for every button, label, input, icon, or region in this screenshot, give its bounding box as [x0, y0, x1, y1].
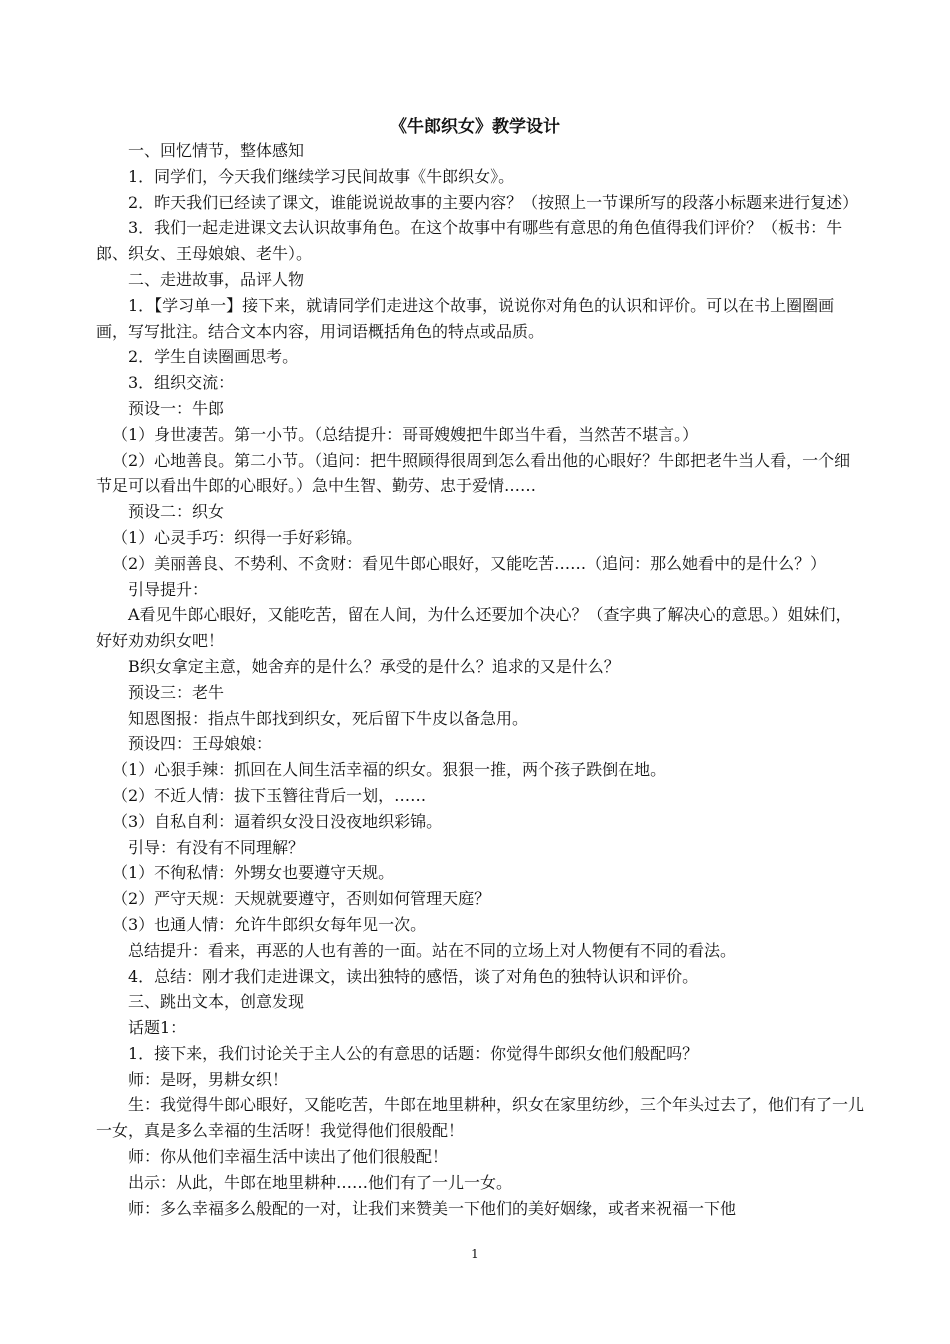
- paragraph: A看见牛郎心眼好，又能吃苦，留在人间，为什么还要加个决心？（查字典了解决心的意思。）姐妹们，好好劝劝织女吧！: [96, 605, 852, 651]
- paragraph: 4．总结：刚才我们走进课文，读出独特的感悟，谈了对角色的独特认识和评价。: [128, 966, 699, 986]
- paragraph: 3．组织交流：: [128, 373, 235, 393]
- paragraph: 师：多么幸福多么般配的一对，让我们来赞美一下他们的美好姻缘，或者来祝福一下他: [128, 1198, 737, 1218]
- document-title: 《牛郎织女》教学设计: [390, 117, 560, 137]
- paragraph: 1．【学习单一】接下来，就请同学们走进这个故事，说说你对角色的认识和评价。可以在书上圈圈画画，写写批注。结合文本内容，用词语概括角色的特点或品质。: [96, 295, 835, 341]
- paragraph: 总结提升：看来，再恶的人也有善的一面。站在不同的立场上对人物便有不同的看法。: [128, 940, 737, 960]
- paragraph: 话题1：: [128, 1018, 187, 1038]
- page-number: 1: [471, 1247, 479, 1261]
- paragraph: （1）身世凄苦。第一小节。（总结提升：哥哥嫂嫂把牛郎当牛看，当然苦不堪言。）: [112, 424, 699, 444]
- paragraph: （2）不近人情：拔下玉簪往背后一划，……: [112, 785, 427, 805]
- paragraph: （2）严守天规：天规就要遵守，否则如何管理天庭？: [112, 889, 491, 909]
- paragraph: 2．学生自读圈画思考。: [128, 347, 299, 367]
- paragraph: 生：我觉得牛郎心眼好，又能吃苦，牛郎在地里耕种，织女在家里纺纱，三个年头过去了，他们有了一儿一女，真是多么幸福的生活呀！我觉得他们很般配！: [96, 1095, 865, 1141]
- paragraph: 1．接下来，我们讨论关于主人公的有意思的话题：你觉得牛郎织女他们般配吗？: [128, 1043, 699, 1063]
- paragraph: 1．同学们，今天我们继续学习民间故事《牛郎织女》。: [128, 166, 515, 186]
- paragraph: （2）美丽善良、不势利、不贪财：看见牛郎心眼好，又能吃苦……（追问：那么她看中的是什么？）: [112, 553, 827, 573]
- paragraph: 师：是呀，男耕女织！: [128, 1069, 289, 1089]
- paragraph: 三、跳出文本，创意发现: [128, 992, 305, 1012]
- paragraph: 预设一：牛郎: [128, 398, 225, 418]
- paragraph: （3）也通人情：允许牛郎织女每年见一次。: [112, 914, 427, 934]
- document-body: [96, 138, 866, 1221]
- paragraph: 二、走进故事，品评人物: [128, 269, 305, 289]
- paragraph: 师：你从他们幸福生活中读出了他们很般配！: [128, 1147, 449, 1167]
- paragraph: 出示：从此，牛郎在地里耕种……他们有了一儿一女。: [128, 1172, 513, 1192]
- paragraph: （1）不徇私情：外甥女也要遵守天规。: [112, 863, 395, 883]
- paragraph: （2）心地善良。第二小节。（追问：把牛照顾得很周到怎么看出他的心眼好？牛郎把老牛当人看，一个细节足可以看出牛郎的心眼好。）急中生智、勤劳、忠于爱情……: [96, 450, 851, 496]
- paragraph: 一、回忆情节，整体感知: [128, 141, 305, 160]
- paragraph: （1）心狠手辣：抓回在人间生活幸福的织女。狠狠一推，两个孩子跌倒在地。: [112, 760, 667, 780]
- paragraph: 预设二：织女: [128, 502, 225, 522]
- paragraph: 2．昨天我们已经读了课文，谁能说说故事的主要内容？（按照上一节课所写的段落小标题来进行复述）: [128, 192, 859, 212]
- paragraph: B织女拿定主意，她舍弃的是什么？承受的是什么？追求的又是什么？: [128, 656, 620, 676]
- paragraph: （3）自私自利：逼着织女没日没夜地织彩锦。: [112, 811, 443, 831]
- paragraph: 预设三：老牛: [128, 682, 225, 702]
- paragraph: 引导：有没有不同理解？: [128, 837, 305, 857]
- paragraph: 知恩图报：指点牛郎找到织女，死后留下牛皮以备急用。: [128, 708, 529, 728]
- paragraph: （1）心灵手巧：织得一手好彩锦。: [112, 527, 363, 547]
- paragraph: 引导提升：: [128, 579, 209, 599]
- paragraph: 预设四：王母娘娘：: [128, 734, 273, 754]
- paragraph: 3．我们一起走进课文去认识故事角色。在这个故事中有哪些有意思的角色值得我们评价？（板书：牛郎、织女、王母娘娘、老牛）。: [96, 218, 843, 264]
